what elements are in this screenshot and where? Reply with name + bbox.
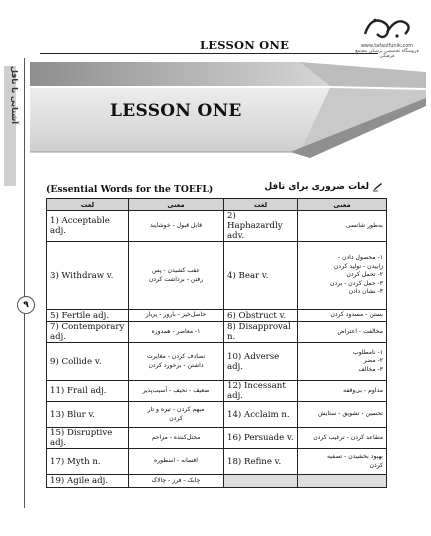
meaning-cell: بهبود بخشیدن - تصفیه کردن xyxy=(298,449,387,475)
table-row xyxy=(47,475,387,488)
word-cell: 8) Disapproval n. xyxy=(224,322,298,343)
word-cell: 3) Withdraw v. xyxy=(47,242,129,310)
word-cell: 15) Disruptive adj. xyxy=(47,428,129,449)
table-row xyxy=(47,449,387,475)
column-header-word: لغت xyxy=(224,199,298,211)
meaning-cell: عقب کشیدن - پس رفتن - برداشت کردن xyxy=(129,242,224,310)
section-title-persian xyxy=(264,182,383,192)
empty-cell xyxy=(298,475,387,488)
logo-tagline: فروشگاه تخصصی پزشکی مجتمع فرهنگی xyxy=(355,49,419,59)
word-cell: 7) Contemporary adj. xyxy=(47,322,129,343)
word-cell: 12) Incessant adj. xyxy=(224,381,298,402)
word-cell: 2) Haphazardly adv. xyxy=(224,211,298,242)
running-header-title: LESSON ONE xyxy=(200,38,290,52)
meaning-cell: مبهم کردن - تیره و تار کردن xyxy=(129,402,224,428)
column-header-meaning: معنی xyxy=(298,199,387,211)
meaning-cell: به‌طور شانسی xyxy=(298,211,387,242)
meaning-cell: ۱- محصول دادن - زاییدن - تولید کردن ۲- تحمل کردن ۳- حمل کردن - بردن ۴- نشان دادن xyxy=(298,242,387,310)
pen-icon xyxy=(372,182,383,192)
meaning-cell: بستن - مسدود کردن xyxy=(298,310,387,322)
section-title-persian-text: لغات ضروری برای تافل xyxy=(264,182,369,192)
section-title-english: (Essential Words for the TOEFL) xyxy=(46,184,214,195)
logo-url: www.tafaolfunik.com xyxy=(360,43,414,49)
meaning-cell: چابک - فرز - چالاک xyxy=(129,475,224,488)
word-cell: 4) Bear v. xyxy=(224,242,298,310)
meaning-cell: افسانه - اسطوره xyxy=(129,449,224,475)
word-cell: 19) Agile adj. xyxy=(47,475,129,488)
word-cell: 9) Collide v. xyxy=(47,343,129,381)
table-row xyxy=(47,242,387,310)
table-row xyxy=(47,428,387,449)
margin-line xyxy=(24,58,25,508)
word-cell: 14) Acclaim n. xyxy=(224,402,298,428)
side-label: آشنایی با تافل xyxy=(10,66,19,124)
empty-cell xyxy=(224,475,298,488)
meaning-cell: تحسین - تشویق - ستایش xyxy=(298,402,387,428)
table-header-row xyxy=(47,199,387,211)
word-cell: 17) Myth n. xyxy=(47,449,129,475)
meaning-cell: مختل‌کننده - مزاحم xyxy=(129,428,224,449)
meaning-cell: حاصل‌خیز - بارور - پربار xyxy=(129,310,224,322)
meaning-cell: تصادف کردن - مغایرت داشتن - برخورد کردن xyxy=(129,343,224,381)
meaning-cell: قابل قبول - خوشایند xyxy=(129,211,224,242)
word-cell: 18) Refine v. xyxy=(224,449,298,475)
table-row xyxy=(47,322,387,343)
table-row xyxy=(47,402,387,428)
word-cell: 13) Blur v. xyxy=(47,402,129,428)
meaning-cell: مخالفت - اعتراض xyxy=(298,322,387,343)
word-cell: 6) Obstruct v. xyxy=(224,310,298,322)
header-rule xyxy=(40,53,378,54)
word-cell: 16) Persuade v. xyxy=(224,428,298,449)
column-header-meaning: معنی xyxy=(129,199,224,211)
vocabulary-table xyxy=(46,198,387,488)
table-row xyxy=(47,211,387,242)
banner-title: LESSON ONE xyxy=(110,101,242,121)
table-row xyxy=(47,343,387,381)
word-cell: 5) Fertile adj. xyxy=(47,310,129,322)
word-cell: 10) Adverse adj. xyxy=(224,343,298,381)
meaning-cell: متقاعد کردن - ترغیب کردن xyxy=(298,428,387,449)
calligraphy-logo-icon xyxy=(357,12,417,42)
table-row xyxy=(47,381,387,402)
word-cell: 1) Acceptable adj. xyxy=(47,211,129,242)
meaning-cell: ۱- معاصر - همدوره xyxy=(129,322,224,343)
meaning-cell: ۱- نامطلوب ۲- مضر ۳- مخالف xyxy=(298,343,387,381)
word-cell: 11) Frail adj. xyxy=(47,381,129,402)
page-number: ۹ xyxy=(17,296,35,314)
column-header-word: لغت xyxy=(47,199,129,211)
table-row xyxy=(47,310,387,322)
meaning-cell: مداوم - بی‌وقفه xyxy=(298,381,387,402)
meaning-cell: ضعیف - نحیف - آسیب‌پذیر xyxy=(129,381,224,402)
